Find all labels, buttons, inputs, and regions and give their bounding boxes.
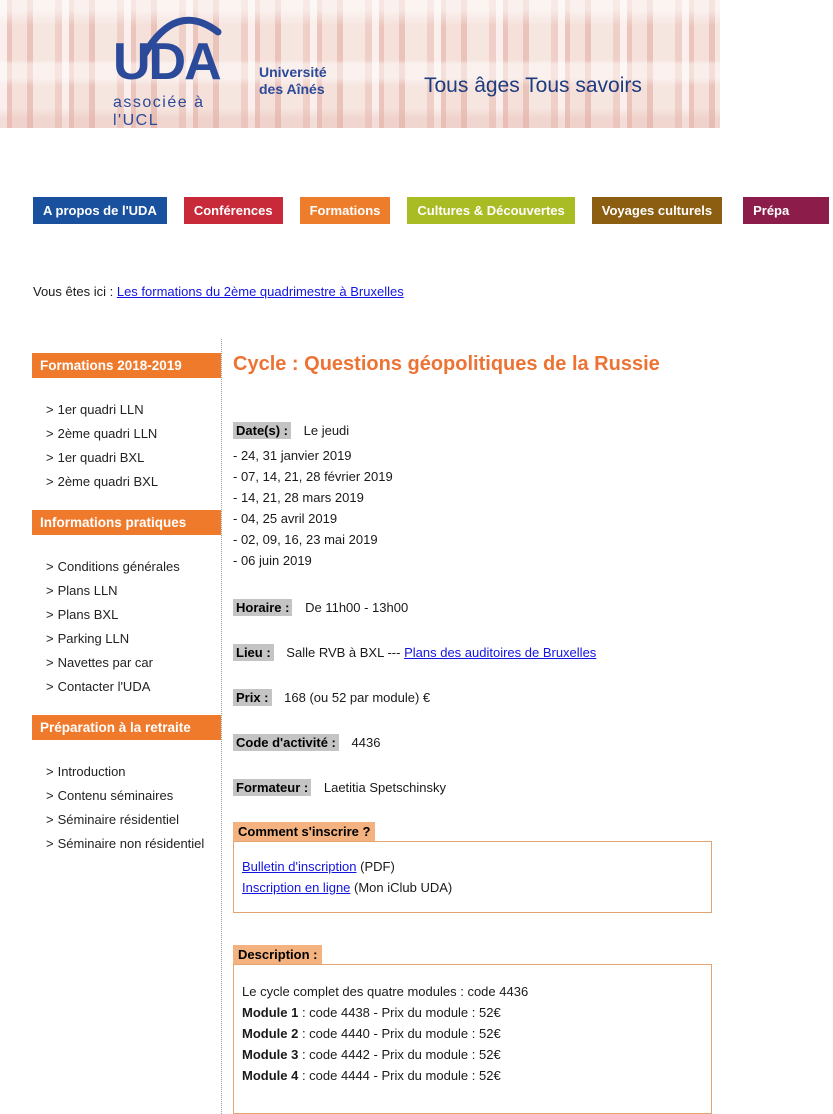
sidebar-link[interactable]: Parking LLN xyxy=(57,631,130,646)
logo-university-name xyxy=(259,64,327,98)
description-intro: Le cycle complet des quatre modules : code 4436 xyxy=(242,984,529,999)
date-line: - 04, 25 avril 2019 xyxy=(233,511,338,526)
sidebar-item-navettes-par-car[interactable] xyxy=(46,651,221,675)
module-2-rest: : code 4440 - Prix du module : 52€ xyxy=(298,1026,501,1041)
chevron-prefix: > xyxy=(46,679,54,694)
inscription-section-title: Comment s'inscrire ? xyxy=(233,822,375,841)
module-2-name: Module 2 xyxy=(242,1026,299,1041)
nav-a-propos-de-l-uda[interactable]: A propos de l'UDA xyxy=(33,197,167,224)
logo-acronym: UDA xyxy=(113,33,220,91)
field-lieu-value: Salle RVB à BXL --- xyxy=(286,645,401,660)
sidebar-link[interactable]: Séminaire résidentiel xyxy=(57,812,179,827)
inscription-line-en-ligne xyxy=(242,877,703,898)
sidebar-list-formations xyxy=(46,398,221,494)
logo-association: associée à l'UCL xyxy=(113,94,205,129)
field-code-activite xyxy=(233,734,712,751)
chevron-prefix: > xyxy=(46,607,54,622)
sidebar-item-seminaire-residentiel[interactable] xyxy=(46,808,221,832)
field-formateur xyxy=(233,779,712,796)
nav-cultures-decouvertes[interactable]: Cultures & Découvertes xyxy=(407,197,574,224)
page-title: Cycle : Questions géopolitiques de la Russie xyxy=(233,353,660,375)
module-1-rest: : code 4438 - Prix du module : 52€ xyxy=(298,1005,501,1020)
inscription-en-ligne-link[interactable]: Inscription en ligne xyxy=(242,880,351,895)
sidebar-item-1er-quadri-bxl[interactable] xyxy=(46,446,221,470)
module-line-2 xyxy=(242,1023,703,1044)
sidebar-link[interactable]: Introduction xyxy=(57,764,126,779)
inscription-suffix: (Mon iClub UDA) xyxy=(350,880,453,895)
breadcrumb-prefix: Vous êtes ici : xyxy=(33,284,114,299)
sidebar-section-formations xyxy=(32,353,221,494)
chevron-prefix: > xyxy=(46,583,54,598)
sidebar-item-2eme-quadri-bxl[interactable] xyxy=(46,470,221,494)
main-navigation xyxy=(33,197,833,224)
date-line: - 24, 31 janvier 2019 xyxy=(233,448,352,463)
field-code-value: 4436 xyxy=(351,735,381,750)
sidebar-link[interactable]: Navettes par car xyxy=(57,655,153,670)
field-dates-value: Le jeudi xyxy=(303,423,350,438)
chevron-prefix: > xyxy=(46,655,54,670)
description-section xyxy=(233,945,712,1114)
chevron-prefix: > xyxy=(46,426,54,441)
nav-formations[interactable]: Formations xyxy=(300,197,391,224)
module-4-rest: : code 4444 - Prix du module : 52€ xyxy=(298,1068,501,1083)
nav-voyages-culturels[interactable]: Voyages culturels xyxy=(592,197,722,224)
plans-auditoires-link[interactable]: Plans des auditoires de Bruxelles xyxy=(404,645,597,660)
chevron-prefix: > xyxy=(46,788,54,803)
sidebar-link[interactable]: 2ème quadri BXL xyxy=(57,474,159,489)
module-line-1 xyxy=(242,1002,703,1023)
sidebar-item-conditions-generales[interactable] xyxy=(46,555,221,579)
sidebar-item-plans-bxl[interactable] xyxy=(46,603,221,627)
date-line: - 14, 21, 28 mars 2019 xyxy=(233,490,364,505)
inscription-section xyxy=(233,822,712,913)
uda-logo xyxy=(113,33,327,129)
sidebar-item-contenu-seminaires[interactable] xyxy=(46,784,221,808)
chevron-prefix: > xyxy=(46,836,54,851)
sidebar-link[interactable]: Contacter l'UDA xyxy=(57,679,151,694)
sidebar-link[interactable]: Conditions générales xyxy=(57,559,180,574)
sidebar-section-infos-pratiques xyxy=(32,510,221,699)
sidebar-list-infos xyxy=(46,555,221,699)
field-prix-value: 168 (ou 52 par module) € xyxy=(284,690,431,705)
sidebar-header-infos-pratiques[interactable]: Informations pratiques xyxy=(32,510,221,535)
logo-name-line1: Université xyxy=(259,64,327,80)
field-code-label: Code d'activité : xyxy=(233,734,339,751)
module-line-4 xyxy=(242,1065,703,1086)
field-horaire-value: De 11h00 - 13h00 xyxy=(305,600,409,615)
sidebar-item-seminaire-non-residentiel[interactable] xyxy=(46,832,221,856)
sidebar-section-preparation-retraite xyxy=(32,715,221,856)
inscription-box xyxy=(233,841,712,913)
date-line: - 02, 09, 16, 23 mai 2019 xyxy=(233,532,378,547)
field-horaire-label: Horaire : xyxy=(233,599,292,616)
header-tagline: Tous âges Tous savoirs xyxy=(424,74,642,97)
chevron-prefix: > xyxy=(46,402,54,417)
inscription-line-bulletin xyxy=(242,856,703,877)
header-banner xyxy=(0,0,720,128)
field-dates xyxy=(233,422,712,439)
chevron-prefix: > xyxy=(46,631,54,646)
sidebar-link[interactable]: Plans LLN xyxy=(57,583,118,598)
sidebar-header-preparation-retraite[interactable]: Préparation à la retraite xyxy=(32,715,221,740)
field-formateur-label: Formateur : xyxy=(233,779,311,796)
bulletin-suffix: (PDF) xyxy=(356,859,395,874)
module-3-name: Module 3 xyxy=(242,1047,299,1062)
sidebar-item-introduction[interactable] xyxy=(46,760,221,784)
sidebar-link[interactable]: Séminaire non résidentiel xyxy=(57,836,205,851)
sidebar-link[interactable]: Contenu séminaires xyxy=(57,788,174,803)
field-horaire xyxy=(233,599,712,616)
sidebar xyxy=(32,339,221,1114)
module-1-name: Module 1 xyxy=(242,1005,299,1020)
nav-preparation[interactable]: Prépa xyxy=(743,197,829,224)
chevron-prefix: > xyxy=(46,474,54,489)
sidebar-item-1er-quadri-lln[interactable] xyxy=(46,398,221,422)
sidebar-link[interactable]: 1er quadri LLN xyxy=(57,402,144,417)
date-line: - 07, 14, 21, 28 février 2019 xyxy=(233,469,393,484)
field-lieu xyxy=(233,644,712,661)
sidebar-link[interactable]: Plans BXL xyxy=(57,607,119,622)
bulletin-inscription-link[interactable]: Bulletin d'inscription xyxy=(242,859,357,874)
chevron-prefix: > xyxy=(46,559,54,574)
sidebar-item-parking-lln[interactable] xyxy=(46,627,221,651)
chevron-prefix: > xyxy=(46,764,54,779)
sidebar-link[interactable]: 1er quadri BXL xyxy=(57,450,145,465)
chevron-prefix: > xyxy=(46,450,54,465)
date-line: - 06 juin 2019 xyxy=(233,553,312,568)
sidebar-item-plans-lln[interactable] xyxy=(46,579,221,603)
sidebar-link[interactable]: 2ème quadri LLN xyxy=(57,426,158,441)
description-box xyxy=(233,964,712,1114)
breadcrumb-link[interactable]: Les formations du 2ème quadrimestre à Bruxelles xyxy=(116,284,404,299)
sidebar-item-2eme-quadri-lln[interactable] xyxy=(46,422,221,446)
main-content xyxy=(221,339,712,1114)
description-section-title: Description : xyxy=(233,945,322,964)
breadcrumb xyxy=(33,284,720,299)
logo-name-line2: des Aînés xyxy=(259,81,325,97)
field-lieu-label: Lieu : xyxy=(233,644,274,661)
date-list xyxy=(233,445,712,571)
field-formateur-value: Laetitia Spetschinsky xyxy=(323,780,446,795)
module-line-3 xyxy=(242,1044,703,1065)
module-3-rest: : code 4442 - Prix du module : 52€ xyxy=(298,1047,501,1062)
content-area xyxy=(0,339,720,1114)
field-dates-label: Date(s) : xyxy=(233,422,291,439)
chevron-prefix: > xyxy=(46,812,54,827)
sidebar-list-retraite xyxy=(46,760,221,856)
sidebar-item-contacter-uda[interactable] xyxy=(46,675,221,699)
sidebar-header-formations[interactable]: Formations 2018-2019 xyxy=(32,353,221,378)
nav-conferences[interactable]: Conférences xyxy=(184,197,283,224)
module-4-name: Module 4 xyxy=(242,1068,299,1083)
logo-arc-icon xyxy=(140,10,222,58)
field-prix xyxy=(233,689,712,706)
field-prix-label: Prix : xyxy=(233,689,272,706)
